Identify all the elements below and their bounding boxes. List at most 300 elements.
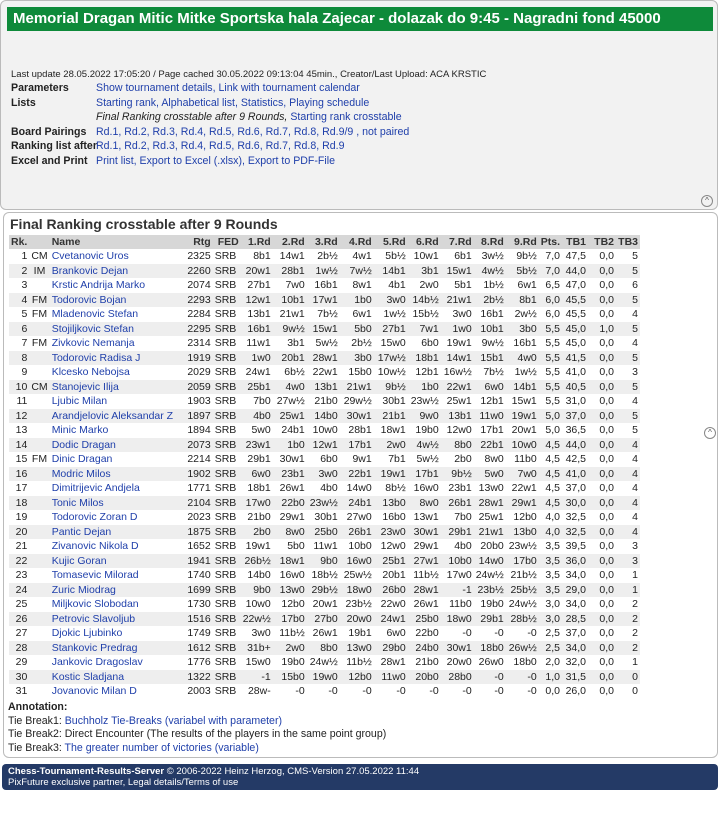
round-result-cell: 3b0 <box>340 351 374 366</box>
points-cell: 3,5 <box>539 554 562 569</box>
tiebreak-cell: 0 <box>616 670 640 685</box>
tiebreak-cell: 0,0 <box>588 293 616 308</box>
rank-cell: 28 <box>9 641 29 656</box>
round-result-cell: 13w0 <box>340 641 374 656</box>
column-header: 3.Rd <box>307 235 340 249</box>
tiebreak-cell: 0,0 <box>599 337 615 350</box>
round-result-cell: 25w1 <box>478 511 504 524</box>
fed-cell: SRB <box>214 627 237 640</box>
fed-cell: SRB <box>213 438 241 453</box>
round-result-cell: 8w0 <box>408 496 441 511</box>
rank-cell: 12 <box>9 409 29 424</box>
tiebreak-cell: 0,0 <box>599 685 615 698</box>
round-result-cell: 2w0 <box>273 641 307 656</box>
rating-cell: 1919 <box>182 351 213 366</box>
round-result-cell: 11b½ <box>413 569 439 582</box>
round-result-cell: 27b1 <box>247 279 271 292</box>
round-result-cell: 24b1 <box>340 496 374 511</box>
table-row <box>9 394 640 409</box>
board-pairings-links[interactable]: Rd.1, Rd.2, Rd.3, Rd.4, Rd.5, Rd.6, Rd.7, Rd.8, Rd.9/9 , not paired <box>96 125 410 138</box>
rating-cell: 1652 <box>187 540 211 553</box>
tiebreak-cell: 2 <box>632 627 639 640</box>
round-result-cell: 7w1 <box>408 322 441 337</box>
round-result-cell: 21b1 <box>374 409 408 424</box>
fed-cell: SRB <box>214 685 237 698</box>
tiebreak-cell: 4 <box>616 496 640 511</box>
player-name-link[interactable]: Cvetanovic Uros <box>51 250 129 263</box>
tiebreak-cell: 1 <box>632 656 639 669</box>
title-cell <box>29 467 49 482</box>
tb3-link[interactable]: The greater number of victories (variable) <box>64 741 259 754</box>
points-cell: 4,5 <box>545 482 561 495</box>
lists-links[interactable]: Starting rank, Alphabetical list, Statistics, Playing schedule <box>96 96 370 109</box>
table-row <box>9 554 640 569</box>
player-name-link[interactable]: Dimitrijevic Andjela <box>51 482 140 495</box>
round-result-cell: 24w½ <box>475 569 504 582</box>
round-result-cell: 21w1 <box>474 525 506 540</box>
round-result-cell: 12w1 <box>307 438 340 453</box>
rank-cell: 4 <box>9 293 29 308</box>
table-row <box>9 655 640 670</box>
title-cell <box>29 394 49 409</box>
round-result-cell: 24b1 <box>281 424 305 437</box>
parameters-links[interactable]: Show tournament details, Link with tournament calendar <box>96 82 360 94</box>
round-result-cell: 31b+ <box>241 641 273 656</box>
round-result-cell: 25b½ <box>506 583 539 598</box>
round-result-cell: 20b1 <box>273 351 307 366</box>
player-name-link[interactable]: Tonic Milos <box>50 496 182 511</box>
points-cell: 5,0 <box>545 424 561 437</box>
title-cell: FM <box>31 337 48 350</box>
player-name-link[interactable]: Zuric Miodrag <box>50 583 182 598</box>
tiebreak-cell: 0,0 <box>599 395 615 408</box>
player-name-link[interactable]: Todorovic Radisa J <box>50 351 182 366</box>
column-header: Rk. <box>11 236 28 248</box>
title-cell <box>29 583 49 598</box>
points-cell: 3,5 <box>545 540 561 553</box>
player-name-link[interactable]: Minic Marko <box>51 424 109 437</box>
tiebreak-cell: 0,0 <box>599 540 615 553</box>
player-name-link[interactable]: Stankovic Predrag <box>50 641 182 656</box>
table-row <box>9 365 640 380</box>
round-result-cell: 24w1 <box>245 366 271 379</box>
player-name-link[interactable]: Tomasevic Milorad <box>51 569 139 582</box>
tiebreak-cell: 4 <box>632 337 639 350</box>
rank-cell: 23 <box>15 569 28 582</box>
tiebreak-cell: 45,0 <box>565 337 587 350</box>
annotation <box>8 701 386 755</box>
fed-cell: SRB <box>214 569 237 582</box>
player-name-link[interactable]: Arandjelovic Aleksandar Z <box>50 409 182 424</box>
scroll-up-icon[interactable]: ^ <box>704 427 716 439</box>
rating-cell: 1875 <box>182 525 213 540</box>
title-cell <box>29 496 49 511</box>
rating-cell: 2260 <box>182 264 213 279</box>
round-result-cell: 2b½ <box>317 250 338 263</box>
round-result-cell: 23w½ <box>307 496 340 511</box>
player-name-link[interactable]: Brankovic Dejan <box>50 264 182 279</box>
player-name-link[interactable]: Djokic Ljubinko <box>51 627 123 640</box>
tiebreak-cell: 36,0 <box>562 554 588 569</box>
round-result-cell: 26w0 <box>478 656 504 669</box>
fed-cell: SRB <box>213 409 241 424</box>
rating-cell: 1771 <box>187 482 211 495</box>
title-cell <box>29 365 49 380</box>
round-result-cell: 7b½ <box>317 308 338 321</box>
fed-cell: SRB <box>213 322 241 337</box>
round-result-cell: 18w1 <box>273 554 307 569</box>
crosstable-title: Final Ranking crosstable after 9 Rounds <box>10 216 278 232</box>
round-result-cell: 16b1 <box>480 308 504 321</box>
tb1-label: Tie Break1: <box>8 714 62 727</box>
rank-cell: 21 <box>15 540 28 553</box>
round-result-cell: 18w0 <box>340 583 374 598</box>
round-result-cell: -0 <box>506 670 539 685</box>
ranking-list-links[interactable]: Rd.1, Rd.2, Rd.3, Rd.4, Rd.5, Rd.6, Rd.7, Rd.8, Rd.9 <box>96 140 345 152</box>
round-result-cell: 3w0 <box>374 293 408 308</box>
fed-cell: SRB <box>213 264 241 279</box>
round-result-cell: 25w1 <box>273 409 307 424</box>
fed-cell: SRB <box>214 337 237 350</box>
round-result-cell: 8w1 <box>352 279 372 292</box>
round-result-cell: 15b0 <box>273 670 307 685</box>
fed-cell: SRB <box>214 540 237 553</box>
tiebreak-cell: 0,0 <box>588 264 616 279</box>
rank-cell: 9 <box>21 366 28 379</box>
scroll-up-icon[interactable]: ^ <box>701 195 713 207</box>
player-name-link[interactable]: Kujic Goran <box>50 554 182 569</box>
rating-cell: 2059 <box>182 380 213 395</box>
rank-cell: 8 <box>9 351 29 366</box>
parameters-label: Parameters <box>11 82 69 94</box>
round-result-cell: 29b1 <box>441 525 474 540</box>
player-name-link[interactable]: Modric Milos <box>50 467 182 482</box>
tiebreak-cell: 45,0 <box>562 322 588 337</box>
table-row <box>9 641 640 656</box>
round-result-cell: 8w0 <box>273 525 307 540</box>
player-name-link[interactable]: Todorovic Bojan <box>50 293 182 308</box>
round-result-cell: 9w½ <box>481 337 504 350</box>
column-header <box>29 235 49 249</box>
player-name-link[interactable]: Stanojevic Ilija <box>50 380 182 395</box>
rating-cell: 1516 <box>182 612 213 627</box>
round-result-cell: 19w1 <box>446 337 472 350</box>
round-result-cell: 10w½ <box>377 366 406 379</box>
fed-cell: SRB <box>214 482 237 495</box>
round-result-cell: 12b1 <box>415 366 439 379</box>
table-row <box>9 496 640 511</box>
table-row <box>9 452 640 467</box>
round-result-cell: 28b1 <box>273 264 307 279</box>
tiebreak-cell: 31,5 <box>562 670 588 685</box>
round-result-cell: 4b0 <box>454 540 472 553</box>
round-result-cell: 26b0 <box>374 583 408 598</box>
column-header: 9.Rd <box>506 235 539 249</box>
round-result-cell: 7b0 <box>253 395 271 408</box>
round-result-cell: 10w0 <box>506 438 539 453</box>
round-result-cell: 17b0 <box>273 612 307 627</box>
player-name-link[interactable]: Krstic Andrija Marko <box>51 279 146 292</box>
title-cell: CM <box>31 380 48 393</box>
round-result-cell: -0 <box>328 685 338 698</box>
fed-cell: SRB <box>213 670 241 685</box>
tiebreak-cell: 4 <box>616 438 640 453</box>
round-result-cell: 29b½ <box>307 583 340 598</box>
round-result-cell: 6b0 <box>421 337 439 350</box>
player-name-link[interactable]: Zivanovic Nikola D <box>51 540 139 553</box>
rating-cell: 1776 <box>187 656 211 669</box>
round-result-cell: 6w0 <box>474 380 506 395</box>
tiebreak-cell: 37,0 <box>565 482 587 495</box>
round-result-cell: 15w0 <box>245 656 271 669</box>
round-result-cell: 18w1 <box>380 424 406 437</box>
title-cell <box>29 525 49 540</box>
tiebreak-cell: 5 <box>632 250 639 263</box>
rank-cell: 7 <box>21 337 28 350</box>
tiebreak-cell: 0,0 <box>588 583 616 598</box>
tiebreak-cell: 2 <box>616 612 640 627</box>
round-result-cell: 2w½ <box>514 308 537 321</box>
points-cell: 5,5 <box>539 322 562 337</box>
player-name-link[interactable]: Miljkovic Slobodan <box>51 598 139 611</box>
table-row <box>9 525 640 540</box>
round-result-cell: 18b1 <box>408 351 441 366</box>
copyright: © 2006-2022 Heinz Herzog, CMS-Version 27.05.2022 11:44 <box>166 766 420 777</box>
rating-cell: 2104 <box>182 496 213 511</box>
round-result-cell: -0 <box>494 627 504 640</box>
round-result-cell: 25b0 <box>307 525 340 540</box>
round-result-cell: 21b½ <box>510 569 537 582</box>
round-result-cell: 14b0 <box>307 409 340 424</box>
player-name-link[interactable]: Jankovic Dragoslav <box>51 656 143 669</box>
table-row <box>9 293 640 308</box>
player-name-link[interactable]: Dodic Dragan <box>50 438 182 453</box>
rank-cell: 14 <box>9 438 29 453</box>
round-result-cell: 16b1 <box>314 279 338 292</box>
player-name-link[interactable]: Pantic Dejan <box>50 525 182 540</box>
title-cell <box>29 641 49 656</box>
rank-cell: 1 <box>21 250 28 263</box>
tiebreak-cell: 37,0 <box>562 409 588 424</box>
round-result-cell: 14b1 <box>506 380 539 395</box>
round-result-cell: 18b0 <box>513 656 537 669</box>
title-cell <box>29 481 49 496</box>
points-cell: 5,5 <box>539 351 562 366</box>
round-result-cell: 14w1 <box>441 351 474 366</box>
round-result-cell: 25b1 <box>374 554 408 569</box>
rating-cell: 1894 <box>187 424 211 437</box>
round-result-cell: 12w0 <box>446 424 472 437</box>
round-result-cell: 15w0 <box>380 337 406 350</box>
round-result-cell: 29w1 <box>413 540 439 553</box>
round-result-cell: 1b0 <box>273 438 307 453</box>
round-result-cell: 30w1 <box>441 641 474 656</box>
round-result-cell: 3w½ <box>481 250 504 263</box>
round-result-cell: 20w1 <box>241 264 273 279</box>
round-result-cell: 17w½ <box>374 351 408 366</box>
round-result-cell: 5w0 <box>474 467 506 482</box>
rank-cell: 22 <box>9 554 29 569</box>
round-result-cell: 1w½ <box>383 308 406 321</box>
round-result-cell: 17w0 <box>446 569 472 582</box>
player-name-link[interactable]: Petrovic Slavoljub <box>50 612 182 627</box>
player-name-link[interactable]: Mladenovic Stefan <box>51 308 139 321</box>
points-cell: 7,0 <box>539 264 562 279</box>
table-row <box>9 249 640 264</box>
round-result-cell: 12w1 <box>241 293 273 308</box>
rank-cell: 27 <box>15 627 28 640</box>
points-cell: 2,0 <box>545 656 561 669</box>
round-result-cell: 1w0 <box>241 351 273 366</box>
round-result-cell: 5b½ <box>506 264 539 279</box>
round-result-cell: 15w1 <box>307 322 340 337</box>
player-name-link[interactable]: Ljubic Milan <box>51 395 108 408</box>
round-result-cell: 26b1 <box>441 496 474 511</box>
rating-cell: 1749 <box>187 627 211 640</box>
info-links <box>11 81 409 168</box>
round-result-cell: 8w0 <box>484 453 504 466</box>
annotation-title: Annotation: <box>8 701 68 713</box>
column-header: 2.Rd <box>273 235 307 249</box>
round-result-cell: 15b0 <box>348 366 372 379</box>
round-result-cell: 10w0 <box>245 598 271 611</box>
round-result-cell: 2w0 <box>374 438 408 453</box>
player-name-link[interactable]: Dinic Dragan <box>51 453 113 466</box>
tiebreak-cell: 0,0 <box>599 656 615 669</box>
tiebreak-cell: 5 <box>632 424 639 437</box>
title-cell <box>29 409 49 424</box>
round-result-cell: 13b0 <box>506 525 539 540</box>
round-result-cell: 10w1 <box>413 250 439 263</box>
round-result-cell: 13b1 <box>307 380 340 395</box>
board-pairings-label: Board Pairings <box>11 125 87 138</box>
round-result-cell: 11w0 <box>374 670 408 685</box>
rating-cell: 1322 <box>182 670 213 685</box>
round-result-cell: 3w0 <box>251 627 271 640</box>
round-result-cell: 5b1 <box>454 279 472 292</box>
tiebreak-cell: 26,0 <box>565 685 587 698</box>
tiebreak-cell: 39,5 <box>565 540 587 553</box>
partner-link[interactable]: PixFuture exclusive partner, Legal details/Terms of use <box>8 777 239 788</box>
column-header: 4.Rd <box>340 235 374 249</box>
fed-cell: SRB <box>214 598 237 611</box>
rating-cell: 2073 <box>182 438 213 453</box>
tb1-link[interactable]: Buchholz Tie-Breaks (variabel with parameter) <box>64 714 282 727</box>
round-result-cell: 28b½ <box>506 612 539 627</box>
excel-print-links[interactable]: Print list, Export to Excel (.xlsx), Export to PDF-File <box>96 154 336 167</box>
round-result-cell: 12b0 <box>340 670 374 685</box>
round-result-cell: 2b½ <box>351 337 372 350</box>
player-name-link[interactable]: Zivkovic Nemanja <box>51 337 135 350</box>
round-result-cell: 20w0 <box>446 656 472 669</box>
tiebreak-cell: 34,0 <box>562 641 588 656</box>
round-result-cell: 7w0 <box>506 467 539 482</box>
tiebreak-cell: 32,5 <box>562 525 588 540</box>
tiebreak-cell: 32,5 <box>565 511 587 524</box>
starting-rank-crosstable-link[interactable]: Starting rank crosstable <box>290 111 402 123</box>
round-result-cell: 22w0 <box>380 598 406 611</box>
player-name-link[interactable]: Jovanovic Milan D <box>51 685 137 698</box>
fed-cell: SRB <box>214 511 237 524</box>
tiebreak-cell: 3 <box>632 540 639 553</box>
fed-cell: SRB <box>213 612 241 627</box>
fed-cell: SRB <box>214 424 237 437</box>
round-result-cell: 5w½ <box>315 337 338 350</box>
rating-cell: 1730 <box>187 598 211 611</box>
title-cell <box>29 423 49 438</box>
tiebreak-cell: 0,0 <box>588 438 616 453</box>
rank-cell: 20 <box>9 525 29 540</box>
round-result-cell: 16w½ <box>443 366 472 379</box>
round-result-cell: 20w1 <box>312 598 338 611</box>
player-name-link[interactable]: Todorovic Zoran D <box>51 511 138 524</box>
title-cell <box>29 539 49 554</box>
rating-cell: 1941 <box>182 554 213 569</box>
round-result-cell: 4b0 <box>241 409 273 424</box>
round-result-cell: 17b1 <box>408 467 441 482</box>
player-name-link[interactable]: Kostic Sladjana <box>50 670 182 685</box>
round-result-cell: 7b½ <box>483 366 504 379</box>
fed-cell: SRB <box>214 453 237 466</box>
excel-print-label: Excel and Print <box>11 154 88 167</box>
fed-cell: SRB <box>213 583 241 598</box>
round-result-cell: 16w0 <box>279 569 305 582</box>
round-result-cell: 1b0 <box>340 293 374 308</box>
table-row <box>9 626 640 641</box>
column-header: 7.Rd <box>441 235 474 249</box>
round-result-cell: -0 <box>474 670 506 685</box>
points-cell: 4,5 <box>539 467 562 482</box>
tiebreak-cell: 0 <box>632 685 639 698</box>
round-result-cell: 14w0 <box>346 482 372 495</box>
round-result-cell: 23w½ <box>410 395 439 408</box>
round-result-cell: 27w½ <box>276 395 305 408</box>
rating-cell: 2029 <box>187 366 211 379</box>
rank-cell: 5 <box>21 308 28 321</box>
round-result-cell: 2b0 <box>454 453 472 466</box>
fed-cell: SRB <box>214 250 237 263</box>
round-result-cell: -0 <box>295 685 305 698</box>
player-name-link[interactable]: Stojiljkovic Stefan <box>50 322 182 337</box>
rank-cell: 25 <box>15 598 28 611</box>
round-result-cell: 4w1 <box>352 250 372 263</box>
tiebreak-cell: 0,0 <box>599 627 615 640</box>
round-result-cell: 16b1 <box>513 337 537 350</box>
round-result-cell: 30w1 <box>279 453 305 466</box>
round-result-cell: 20w1 <box>511 424 537 437</box>
round-result-cell: -0 <box>462 627 472 640</box>
tiebreak-cell: 1 <box>616 583 640 598</box>
rank-cell: 30 <box>9 670 29 685</box>
round-result-cell: 20b0 <box>480 540 504 553</box>
round-result-cell: 8b0 <box>307 641 340 656</box>
round-result-cell: 13b0 <box>374 496 408 511</box>
round-result-cell: 30b1 <box>314 511 338 524</box>
round-result-cell: 21w1 <box>340 380 374 395</box>
round-result-cell: 26b½ <box>241 554 273 569</box>
tiebreak-cell: 31,0 <box>565 395 587 408</box>
tiebreak-cell: 0,0 <box>599 511 615 524</box>
round-result-cell: 8b1 <box>506 293 539 308</box>
title-cell: FM <box>31 308 48 321</box>
player-name-link[interactable]: Klcesko Nebojsa <box>51 366 130 379</box>
round-result-cell: 20b0 <box>408 670 441 685</box>
round-result-cell: 12b1 <box>480 395 504 408</box>
title-cell: FM <box>31 453 48 466</box>
round-result-cell: 28b1 <box>348 424 372 437</box>
footer <box>2 764 718 790</box>
rating-cell: 2325 <box>187 250 211 263</box>
